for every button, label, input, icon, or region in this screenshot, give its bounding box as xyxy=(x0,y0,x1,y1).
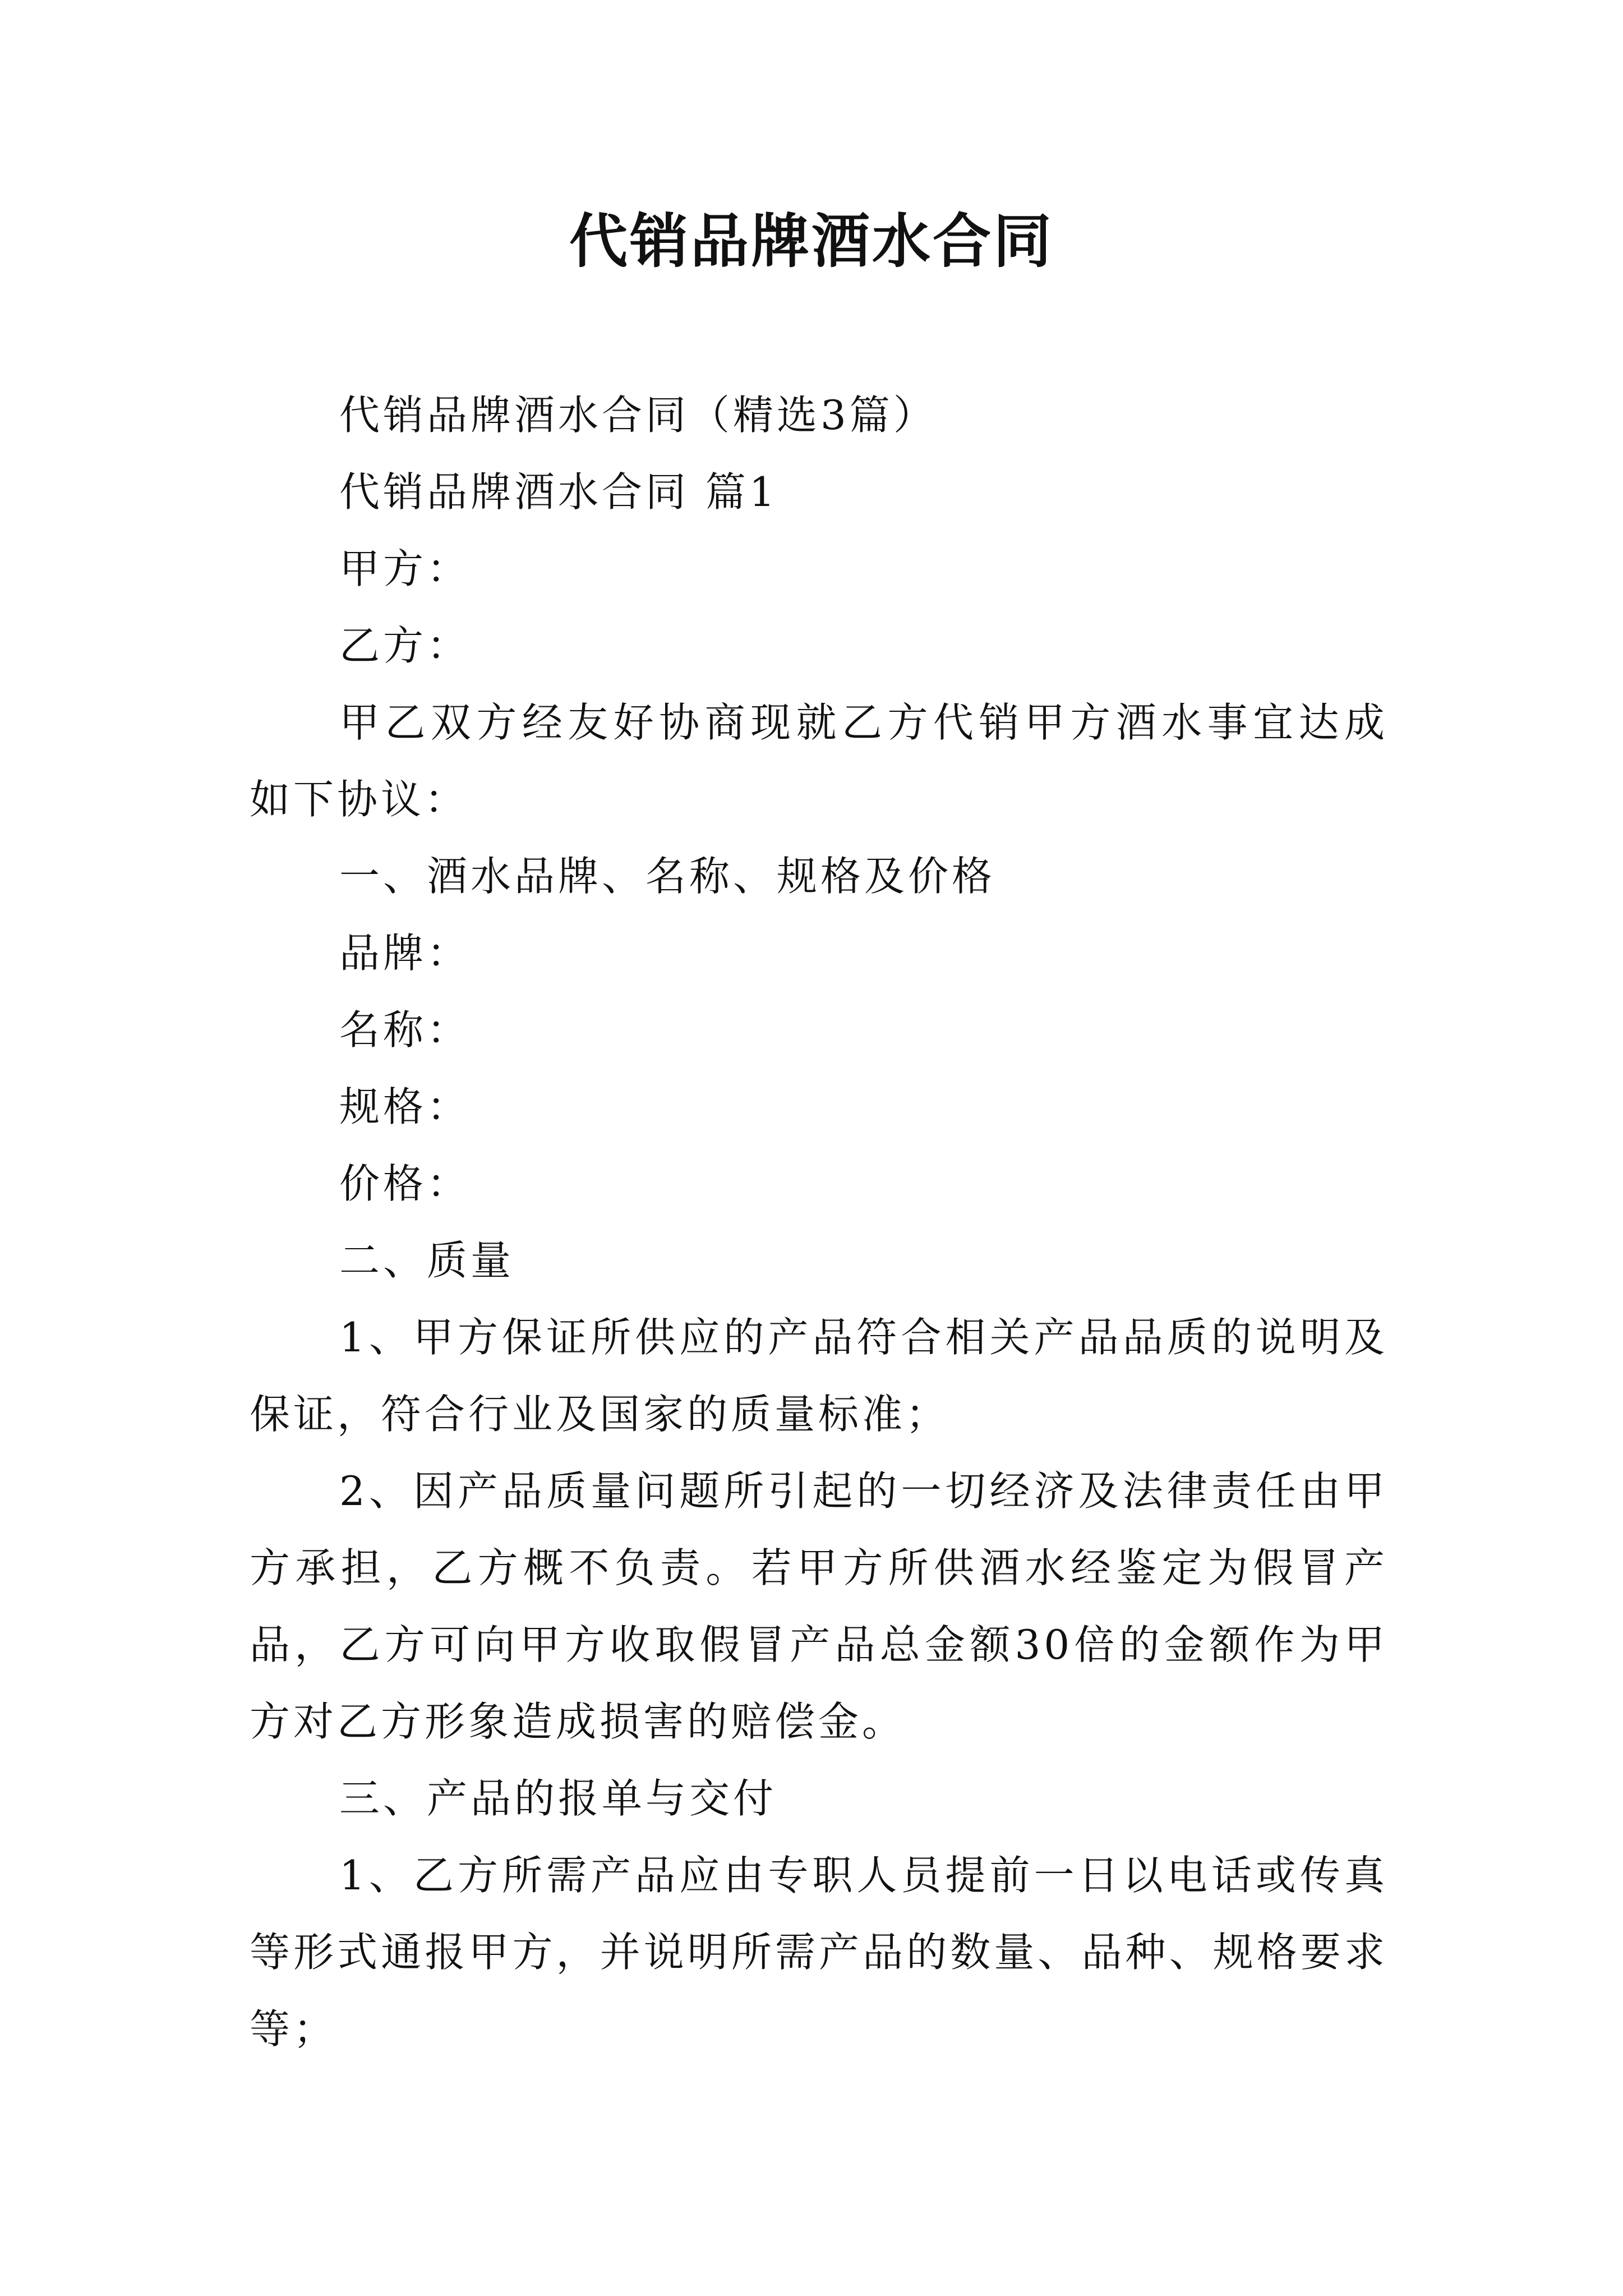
document-title: 代销品牌酒水合同 xyxy=(569,206,1054,275)
paragraph-subtitle: 代销品牌酒水合同（精选3篇） xyxy=(339,392,937,439)
field-spec: 规格： xyxy=(339,1083,471,1130)
field-name: 名称： xyxy=(339,1006,471,1053)
section-heading-1: 一、酒水品牌、名称、规格及价格 xyxy=(339,853,996,900)
clause-2-2: 2、因产品质量问题所引起的一切经济及法律责任由甲方承担，乙方概不负责。若甲方所供酒水经鉴定为假冒产品，乙方可向甲方收取假冒产品总金额30倍的金额作为甲方对乙方形象造成损害的赔偿金。 xyxy=(250,1467,1388,1745)
field-brand: 品牌： xyxy=(339,930,471,977)
clause-3-1: 1、乙方所需产品应由专职人员提前一日以电话或传真等形式通报甲方，并说明所需产品的数量、品种、规格要求等； xyxy=(250,1852,1388,2053)
paragraph-party-b: 乙方： xyxy=(339,622,471,669)
field-price: 价格： xyxy=(339,1160,471,1207)
paragraph-intro: 甲乙双方经友好协商现就乙方代销甲方酒水事宜达成如下协议： xyxy=(250,699,1388,823)
section-heading-2: 二、质量 xyxy=(339,1237,515,1284)
paragraph-party-a: 甲方： xyxy=(339,545,471,592)
document-body xyxy=(250,377,1388,2068)
clause-2-1: 1、甲方保证所供应的产品符合相关产品品质的说明及保证，符合行业及国家的质量标准； xyxy=(250,1314,1388,1438)
section-heading-3: 三、产品的报单与交付 xyxy=(339,1775,777,1822)
paragraph-part-heading: 代销品牌酒水合同 篇1 xyxy=(339,468,778,516)
